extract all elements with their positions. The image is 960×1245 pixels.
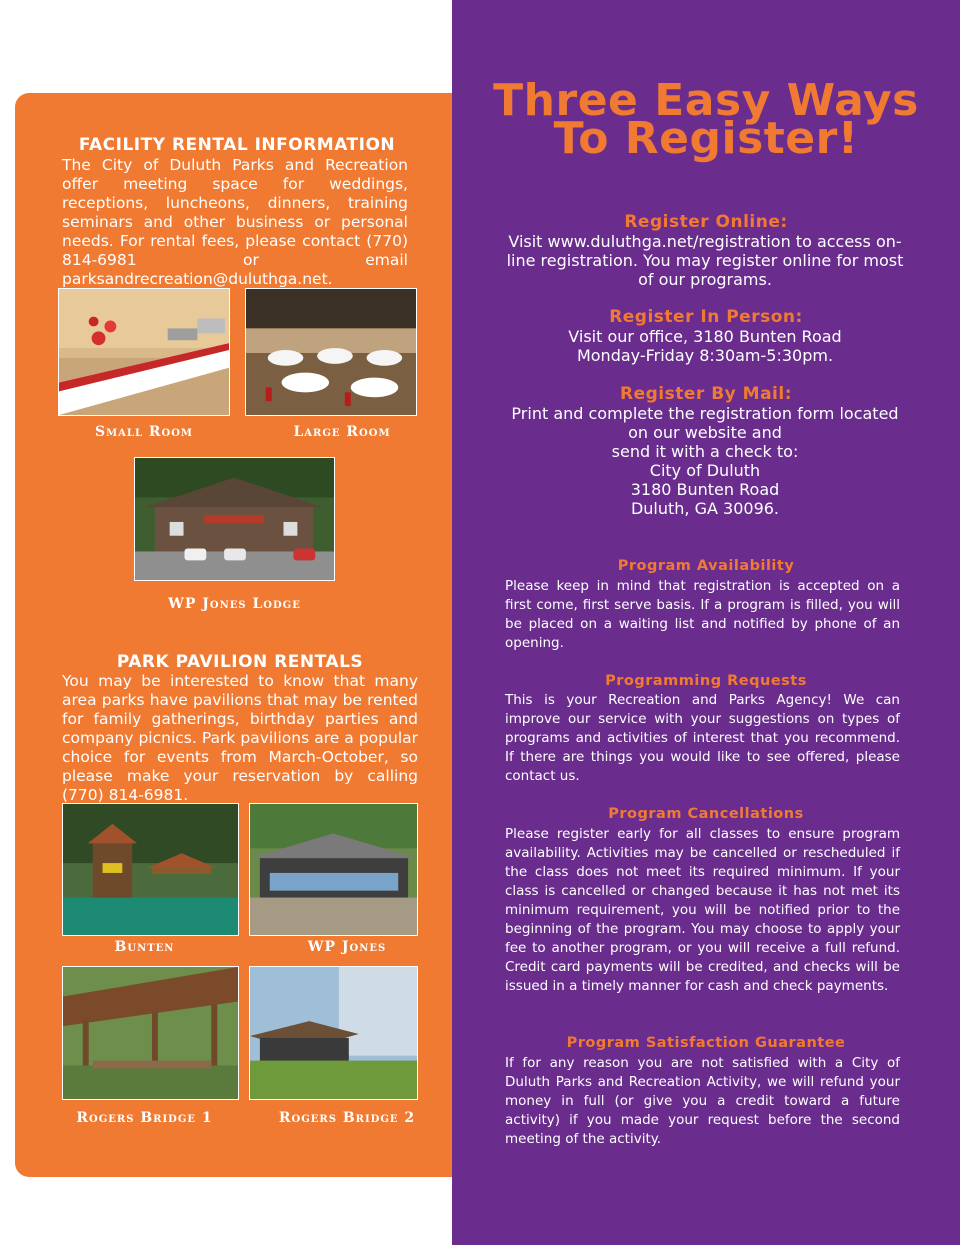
small-room-caption: Small Room: [94, 424, 193, 440]
register-in-person-body: Visit our office, 3180 Bunten Road Monday-Friday 8:30am-5:30pm.: [568, 327, 842, 365]
rogers-bridge-2-photo: [249, 966, 418, 1100]
programming-requests-heading: Programming Requests: [605, 673, 807, 689]
facility-rental-body: The City of Duluth Parks and Recreation offer meeting space for weddings, receptions, luncheons, dinners, training seminars and other business or personal needs. For rental fees, please contact (770) 814-6981 or email parksandrecreation@duluthga.net.: [62, 156, 408, 288]
register-online-heading: Register Online:: [624, 212, 788, 232]
large-room-caption: Large Room: [293, 424, 391, 440]
park-pavilion-body: You may be interested to know that many area parks have pavilions that may be rented for family gatherings, birthday parties and company picnics. Park pavilions are a popular choice for events from March-October, so please make your reservation by calling (770) 814-6981.: [62, 672, 418, 804]
program-cancellations-heading: Program Cancellations: [608, 806, 804, 822]
bunten-caption: Bunten: [114, 939, 175, 955]
small-room-photo: [58, 288, 230, 416]
wp-jones-lodge-caption: WP Jones Lodge: [168, 596, 301, 612]
register-online-body: Visit www.duluthga.net/registration to access on- line registration. You may register online for most of our programs.: [506, 232, 904, 289]
register-by-mail-body: Print and complete the registration form located on our website and send it with a check to: City of Duluth 3180 Bunten Road Duluth, GA 30096.: [511, 404, 899, 518]
rogers-bridge-1-caption: Rogers Bridge 1: [76, 1110, 213, 1126]
program-availability-body: Please keep in mind that registration is accepted on a first come, first serve basis. If a program is filled, you will be placed on a waiting list and notified by phone of an opening.: [505, 578, 900, 651]
wp-jones-lodge-photo: [134, 457, 335, 581]
programming-requests-body: This is your Recreation and Parks Agency! We can improve our service with your suggestions on types of programs and activities of interest that you recommend. If there are things you would like to see offered, please contact us.: [505, 692, 900, 784]
satisfaction-guarantee-body: If for any reason you are not satisfied with a City of Duluth Parks and Recreation Activity, we will refund your money in full (or give you a credit toward a future activity) if you made your request before the second meeting of the activity.: [505, 1055, 900, 1147]
register-in-person-heading: Register In Person:: [609, 307, 803, 327]
satisfaction-guarantee-heading: Program Satisfaction Guarantee: [566, 1035, 846, 1051]
main-title-line1: Three Easy Ways: [493, 75, 919, 126]
register-by-mail-heading: Register By Mail:: [620, 384, 792, 404]
program-cancellations-body: Please register early for all classes to ensure program availability. Activities may be cancelled or rescheduled if the class does not meet its required minimum. If your class is cancelled or changed because it has not met its minimum requirement, you will be notified prior to the beginning of the program. You may choose to apply your fee to another program, or you will receive a full refund. Credit card payments will be credited, and checks will be issued in a timely manner for cash and check payments.: [505, 826, 900, 994]
main-title-line2: To Register!: [553, 113, 859, 164]
large-room-photo: [245, 288, 417, 416]
rogers-bridge-1-photo: [62, 966, 239, 1100]
park-pavilion-heading: PARK PAVILION RENTALS: [116, 652, 364, 672]
bunten-photo: [62, 803, 239, 936]
wp-jones-pavilion-photo: [249, 803, 418, 936]
wp-jones-caption: WP Jones: [307, 939, 387, 955]
rogers-bridge-2-caption: Rogers Bridge 2: [278, 1110, 416, 1126]
program-availability-heading: Program Availability: [617, 558, 795, 574]
facility-rental-heading: FACILITY RENTAL INFORMATION: [78, 135, 396, 155]
